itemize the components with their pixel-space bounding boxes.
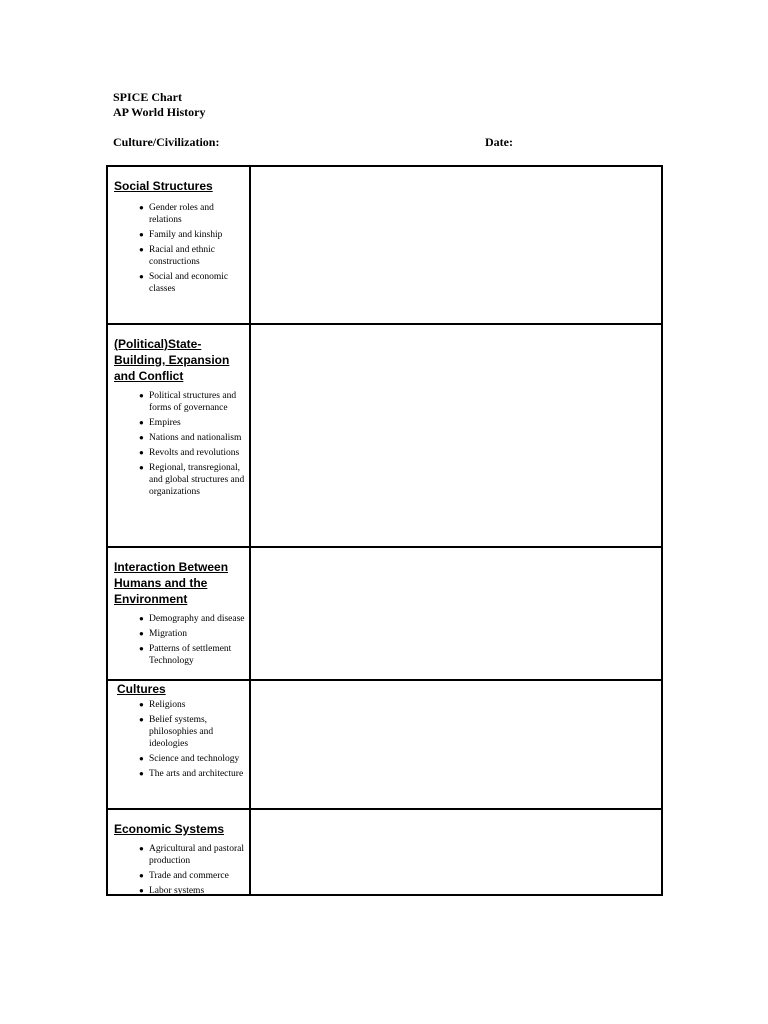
culture-civilization-label: Culture/Civilization: <box>113 135 220 149</box>
list-item: ● Patterns of settlement Technology <box>139 644 232 666</box>
bullet-icon: ● <box>139 700 144 709</box>
section-social-structures <box>108 178 249 298</box>
bullet-icon: ● <box>139 715 144 724</box>
list-item: ● Regional, transregional, and global structures and organizations <box>139 463 245 497</box>
list-item: ● Political structures and forms of governance <box>139 391 237 413</box>
bullet-icon: ● <box>139 754 144 763</box>
bullet-icon: ● <box>139 418 144 427</box>
list-item: ● Agricultural and pastoral production <box>139 844 244 866</box>
bullet-icon: ● <box>139 448 144 457</box>
list-item: ● Empires <box>139 418 181 428</box>
political-answer-area[interactable] <box>251 325 661 546</box>
bullet-icon: ● <box>139 203 144 212</box>
section-interaction <box>108 559 249 670</box>
list-item: ● Science and technology <box>139 754 240 764</box>
economic-answer-area[interactable] <box>251 810 661 896</box>
section-cultures <box>108 681 249 783</box>
bullet-icon: ● <box>139 629 144 638</box>
bullet-icon: ● <box>139 433 144 442</box>
section-title: Cultures <box>117 682 166 696</box>
bullet-icon: ● <box>139 614 144 623</box>
section-title: Social Structures <box>114 179 213 193</box>
bullet-icon: ● <box>139 463 144 472</box>
spice-table <box>106 165 663 896</box>
list-item: ● Social and economic classes <box>139 272 229 294</box>
list-item: ● Family and kinship <box>139 230 223 240</box>
course-subtitle: AP World History <box>113 105 206 119</box>
list-item: ● Gender roles and relations <box>139 203 214 225</box>
bullet-icon: ● <box>139 871 144 880</box>
list-item: ● The arts and architecture <box>139 769 244 779</box>
chart-title: SPICE Chart <box>113 90 183 104</box>
section-title: Interaction Between Humans and the Environment <box>114 560 229 606</box>
list-item: ● Labor systems <box>139 886 205 896</box>
list-item: ● Nations and nationalism <box>139 433 242 443</box>
interaction-answer-area[interactable] <box>251 548 661 679</box>
list-item: ● Belief systems, philosophies and ideologies <box>139 715 214 749</box>
bullet-icon: ● <box>139 769 144 778</box>
bullet-icon: ● <box>139 230 144 239</box>
bullet-icon: ● <box>139 391 144 400</box>
section-economic <box>108 821 249 900</box>
bullet-icon: ● <box>139 844 144 853</box>
bullet-icon: ● <box>139 886 144 895</box>
list-item: ● Migration <box>139 629 187 639</box>
cultures-answer-area[interactable] <box>251 681 661 808</box>
bullet-icon: ● <box>139 272 144 281</box>
list-item: ● Racial and ethnic constructions <box>139 245 215 267</box>
list-item: ● Demography and disease <box>139 614 245 624</box>
list-item: ● Trade and commerce <box>139 871 229 881</box>
section-political <box>108 336 249 501</box>
list-item: ● Revolts and revolutions <box>139 448 240 458</box>
date-label: Date: <box>485 135 513 149</box>
section-title: Economic Systems <box>114 822 225 836</box>
section-title: (Political)State-Building, Expansion and Conflict <box>114 337 230 383</box>
list-item: ● Religions <box>139 700 186 710</box>
social-structures-answer-area[interactable] <box>251 167 661 323</box>
header <box>113 90 205 120</box>
bullet-icon: ● <box>139 644 144 653</box>
bullet-icon: ● <box>139 245 144 254</box>
